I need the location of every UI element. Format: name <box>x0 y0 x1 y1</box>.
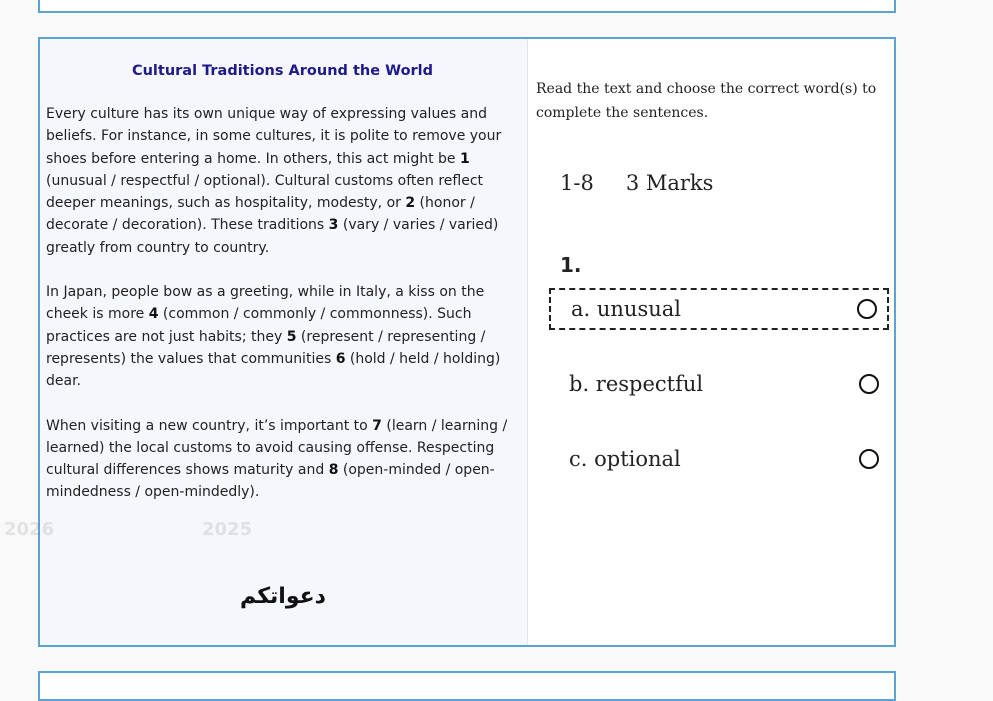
closing-arabic-text: دعواتكم <box>240 584 326 609</box>
instruction-text: Read the text and choose the correct word(s) to complete the sentences. <box>536 81 877 121</box>
radio-icon[interactable] <box>859 449 879 469</box>
blank-number: 6 <box>335 350 346 367</box>
question-card <box>4 37 896 647</box>
watermark-year-left: 2026 <box>4 519 55 540</box>
option-label: b. respectful <box>569 372 704 396</box>
passage-paragraph-3: When visiting a new country, it’s important to 7 (learn / learning / learned) the local customs to avoid causing offense. Respecting cultural differences shows maturity and 8 (open-minded / open-mindedness / open-mindedly). <box>46 417 508 501</box>
radio-icon[interactable] <box>859 374 879 394</box>
blank-number: 5 <box>286 328 297 345</box>
reading-passage-panel <box>4 39 528 645</box>
option-c[interactable] <box>549 438 889 480</box>
option-b[interactable] <box>549 363 889 405</box>
blank-number: 8 <box>328 462 339 479</box>
option-label: c. optional <box>569 447 681 471</box>
option-a[interactable] <box>549 288 889 330</box>
passage-title: Cultural Traditions Around the World <box>131 63 434 79</box>
blank-number: 7 <box>372 417 382 434</box>
marks-info <box>560 171 894 195</box>
question-panel <box>528 39 894 645</box>
watermark-year-right: 2025 <box>202 519 253 540</box>
radio-icon[interactable] <box>857 299 877 319</box>
option-label: a. unusual <box>571 297 681 321</box>
blank-number: 3 <box>328 217 339 234</box>
blank-number: 2 <box>405 195 416 212</box>
passage-paragraph-2: In Japan, people bow as a greeting, while in Italy, a kiss on the cheek is more 4 (common / commonly / commonness). Such practices are not just habits; they 5 (represent / representing / represents) the values that communities 6 (hold / held / holding) dear. <box>46 284 501 390</box>
passage-paragraph-1: Every culture has its own unique way of expressing values and beliefs. For instance, in some cultures, it is polite to remove your shoes before entering a home. In others, this act might be 1 (unusual / respectful / optional). Cultural customs often reflect deeper meanings, such as hospitality, modesty, or 2 (honor / decorate / decoration). These traditions 3 (vary / varies / varied) greatly from country to country. <box>46 106 502 256</box>
question-range: 1-8 <box>560 171 594 195</box>
blank-number: 4 <box>148 306 159 323</box>
previous-question-card <box>38 0 896 13</box>
blank-number: 1 <box>460 150 470 167</box>
next-question-card <box>38 671 896 701</box>
marks-label: 3 Marks <box>625 171 714 195</box>
question-number: 1. <box>560 253 582 277</box>
